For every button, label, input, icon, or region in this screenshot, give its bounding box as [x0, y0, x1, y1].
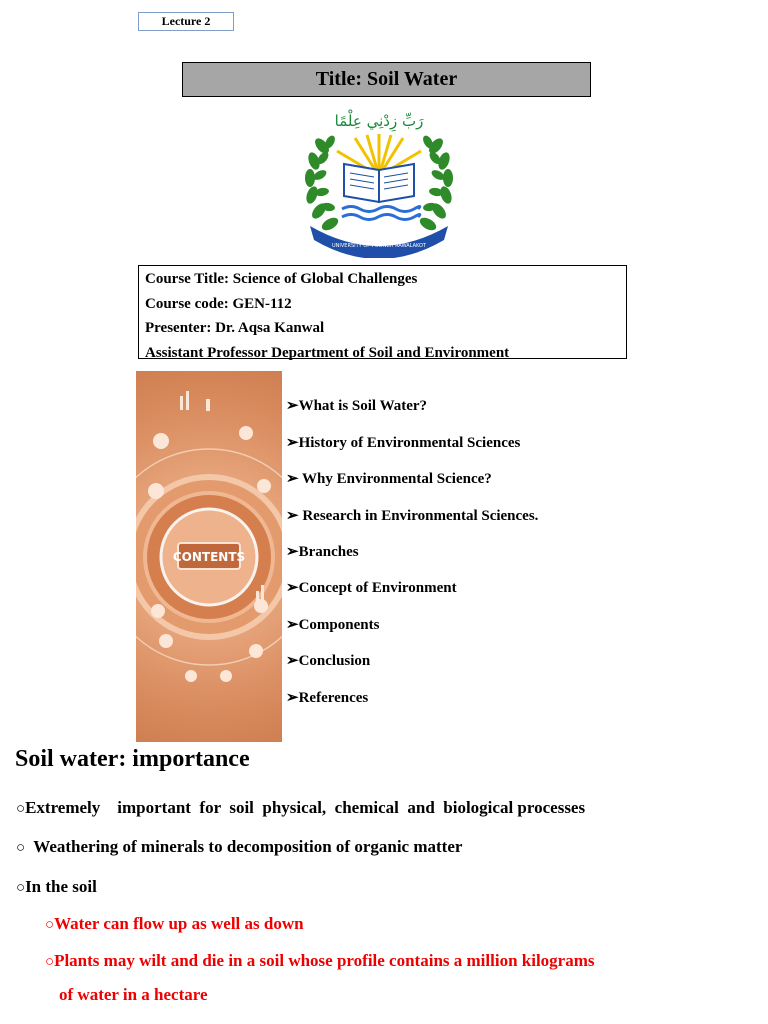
section-heading: Soil water: importance [15, 746, 250, 772]
university-emblem-icon [300, 106, 458, 258]
toc-item: ➢Components [286, 617, 380, 633]
toc-item: ➢What is Soil Water? [286, 398, 428, 414]
contents-wheel-icon [136, 371, 282, 742]
contents-image [136, 371, 282, 742]
presenter: Presenter: Dr. Aqsa Kanwal [145, 320, 325, 336]
toc-item: ➢ Research in Environmental Sciences. [286, 508, 539, 524]
contents-label: CONTENTS [172, 550, 246, 564]
lecture-label-text: Lecture 2 [161, 14, 211, 28]
bullet-item: ○In the soil [16, 877, 97, 896]
lecture-label [138, 12, 234, 31]
sub-bullet-item: ○Plants may wilt and die in a soil whose profile contains a million kilograms [45, 951, 595, 970]
course-info-box [138, 265, 627, 359]
bullet-item: ○ Weathering of minerals to decomposition of organic matter [16, 837, 463, 856]
toc-item: ➢Branches [286, 544, 359, 560]
course-title: Course Title: Science of Global Challenges [145, 271, 418, 287]
toc-item: ➢Concept of Environment [286, 580, 457, 596]
presenter-position: Assistant Professor Department of Soil and Environment [145, 344, 510, 361]
ribbon-text: UNIVERSITY OF POONCH RAWALAKOT [332, 243, 426, 249]
toc-item: ➢ Why Environmental Science? [286, 471, 492, 487]
bullet-item: ○Extremely important for soil physical, chemical and biological processes [16, 798, 586, 817]
course-code: Course code: GEN-112 [145, 295, 292, 312]
toc-item: ➢Conclusion [286, 653, 371, 669]
arabic-inscription: رَبِّ زِدْنِي عِلْمًا [334, 112, 424, 130]
sub-bullet-continuation: of water in a hectare [59, 985, 208, 1004]
toc-item: ➢References [286, 690, 369, 706]
title-banner [182, 62, 591, 97]
page-title: Title: Soil Water [315, 68, 458, 90]
sub-bullet-item: ○Water can flow up as well as down [45, 914, 304, 933]
toc-item: ➢History of Environmental Sciences [286, 435, 521, 451]
